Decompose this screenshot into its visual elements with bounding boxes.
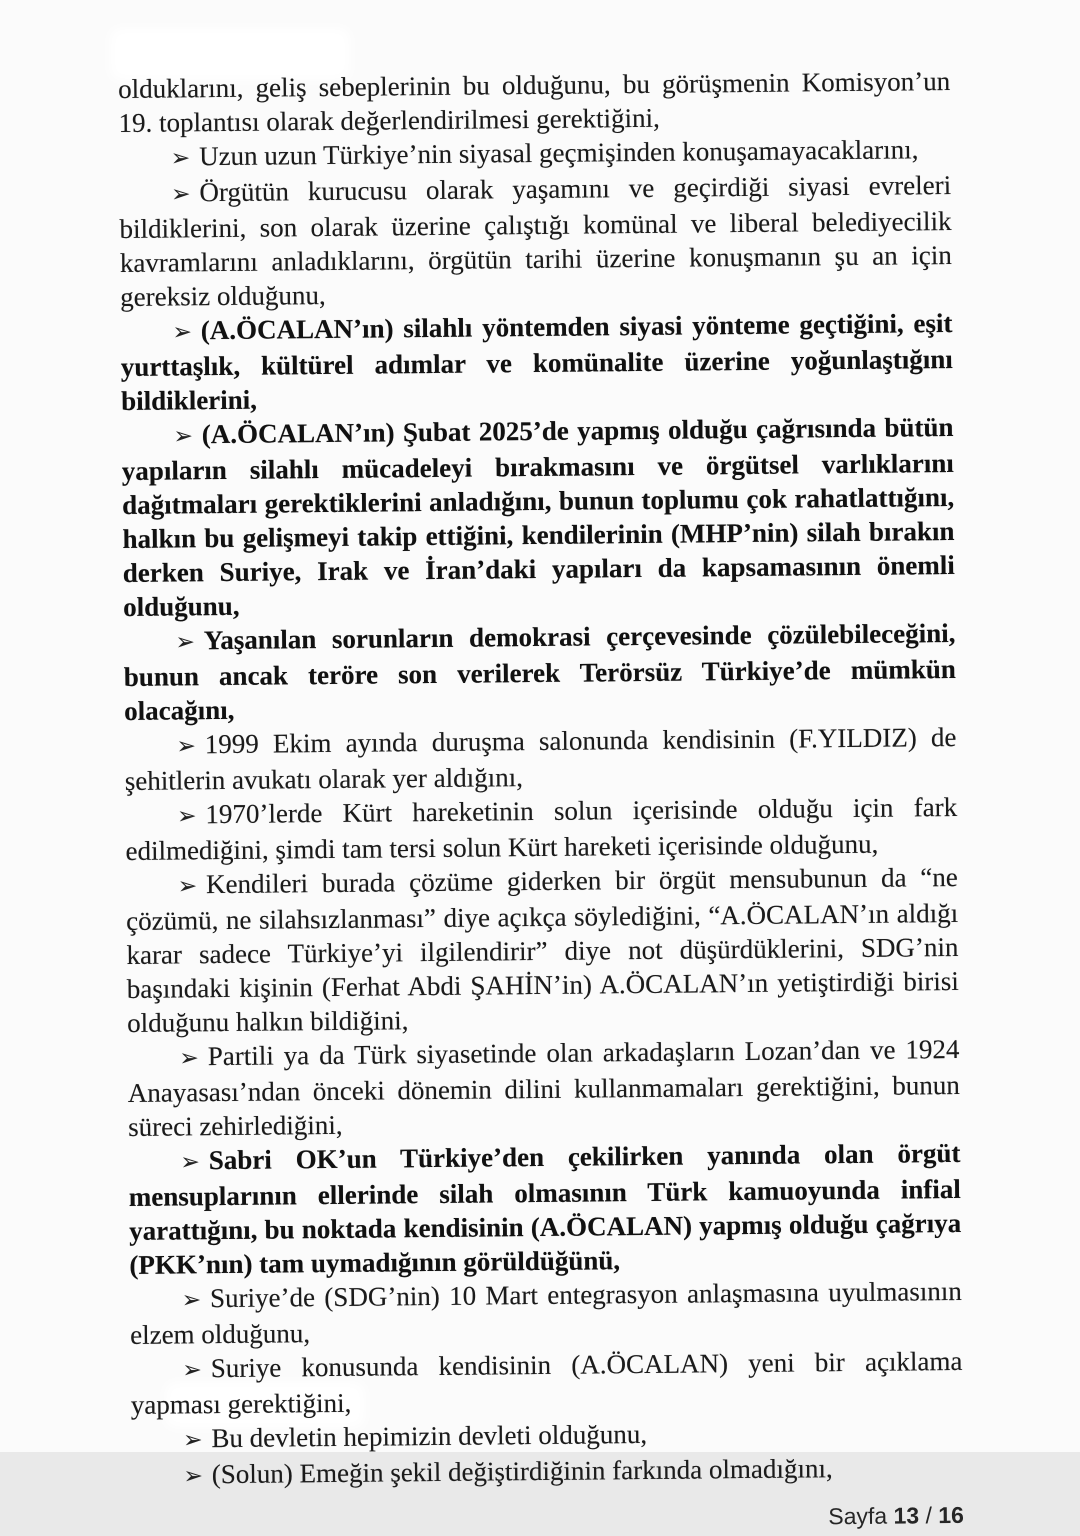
arrow-bullet-icon: ➢	[179, 1045, 199, 1072]
bullet-paragraph	[123, 616, 956, 728]
arrow-bullet-icon: ➢	[181, 1287, 202, 1314]
bullet-paragraph	[120, 306, 953, 418]
arrow-bullet-icon: ➢	[183, 1427, 203, 1454]
bullet-text: 1970’lerde Kürt hareketinin solun içerisinde olduğu için fark edilmediğini, şimdi tam tersi solun Kürt hareketi içerisinde olduğunu,	[125, 791, 958, 866]
arrow-bullet-icon: ➢	[171, 181, 191, 208]
arrow-bullet-icon: ➢	[182, 1357, 202, 1384]
bullet-paragraph	[125, 790, 958, 868]
bullet-text: Uzun uzun Türkiye’nin siyasal geçmişinden konuşamayacaklarını,	[198, 134, 919, 172]
bullet-text: Partili ya da Türk siyasetinde olan arkadaşların Lozan’dan ve 1924 Anayasası’ndan önceki dönemin dilini kullanmamaları gerektiğini, bunun süreci zehirlediğini,	[127, 1033, 960, 1142]
bullet-text: (A.ÖCALAN’ın) Şubat 2025’de yapmış olduğu çağrısında bütün yapıların silahlı mücadeleyi bırakmasını ve örgütsel varlıklarını dağıtmaları gerektiklerini anladığını, bunun toplumu çok rahatlattığını, halkın bu gelişmeyi takip ettiğini, kendilerinin (MHP’nin) silah bırakın derken Suriye, Irak ve İran’daki yapıları da kapsamasının önemli olduğunu,	[121, 411, 955, 622]
arrow-bullet-icon: ➢	[177, 803, 197, 830]
arrow-bullet-icon: ➢	[172, 319, 192, 346]
bullet-paragraph	[128, 1136, 961, 1282]
arrow-bullet-icon: ➢	[173, 423, 193, 450]
footer-separator: /	[925, 1502, 933, 1529]
page-content	[118, 64, 964, 1536]
bullet-paragraph	[131, 1450, 963, 1494]
bullet-list	[119, 132, 964, 1494]
bullet-text: 1999 Ekim ayında duruşma salonunda kendisinin (F.YILDIZ) de şehitlerin avukatı olarak yer aldığını,	[124, 721, 957, 796]
bullet-text: Suriye’de (SDG’nin) 10 Mart entegrasyon anlaşmasına uyulmasının elzem olduğunu,	[129, 1275, 962, 1350]
bullet-paragraph	[130, 1274, 963, 1352]
bullet-paragraph	[126, 860, 960, 1040]
footer-page-number: 13	[893, 1502, 920, 1529]
footer-total-pages: 16	[938, 1501, 965, 1529]
bullet-text: Suriye konusunda kendisinin (A.ÖCALAN) yeni bir açıklama yapması gerektiğini,	[130, 1345, 963, 1420]
page-footer	[132, 1502, 964, 1536]
arrow-bullet-icon: ➢	[177, 873, 198, 900]
bullet-paragraph	[121, 410, 955, 624]
bullet-text: (Solun) Emeğin şekil değiştirdiğinin farkında olmadığını,	[211, 1453, 833, 1490]
bullet-text: Bu devletin hepimizin devleti olduğunu,	[211, 1418, 648, 1454]
bullet-paragraph	[130, 1344, 963, 1422]
bullet-text: Kendileri burada çözüme giderken bir örgüt mensubunun da “ne çözümü, ne silahsızlanması” diye açıkça söylediğini, “A.ÖCALAN’ın aldığı karar sadece Türkiye’yi ilgilendirir” diye not düşürdüklerini, SDG’nin başındaki kişinin (Ferhat Abdi ŞAHİN’in) A.ÖCALAN’ın yetiştirdiği birisi olduğunu halkın bildiğini,	[126, 861, 959, 1038]
bullet-text: Sabri OK’un Türkiye’den çekilirken yanında olan örgüt mensuplarının ellerinde silah olmasının Türk kamuoyunda infial yarattığını, bu noktada kendisinin (A.ÖCALAN) yapmış olduğu çağrıya (PKK’nın) tam uymadığının görüldüğünü,	[128, 1137, 962, 1280]
arrow-bullet-icon: ➢	[180, 1149, 200, 1176]
bullet-text: (A.ÖCALAN’ın) silahlı yöntemden siyasi yönteme geçtiğini, eşit yurttaşlık, kültürel adımlar ve komünalite üzerine yoğunlaştığını bildiklerini,	[120, 307, 953, 416]
bullet-paragraph	[119, 168, 952, 314]
arrow-bullet-icon: ➢	[176, 733, 196, 760]
paragraph-continuation: olduklarını, geliş sebeplerinin bu olduğunu, bu görüşmenin Komisyon’un 19. toplantısı olarak değerlendirilmesi gerektiğini,	[118, 66, 951, 138]
arrow-bullet-icon: ➢	[175, 629, 195, 656]
bullet-paragraph	[124, 720, 957, 798]
arrow-bullet-icon: ➢	[170, 145, 191, 172]
bullet-text: Örgütün kurucusu olarak yaşamını ve geçirdiği siyasi evreleri bildiklerini, son olarak üzerine çalıştığı komünal ve liberal belediyecilik kavramlarını anladıklarını, örgütün tarihi üzerine konuşmanın şu an için gereksiz olduğunu,	[119, 170, 952, 312]
bullet-paragraph	[127, 1032, 960, 1144]
bullet-text: Yaşanılan sorunların demokrasi çerçevesinde çözülebileceğini, bunun ancak teröre son verilerek Terörsüz Türkiye’de mümkün olacağını,	[123, 617, 956, 726]
footer-label: Sayfa	[828, 1502, 888, 1530]
arrow-bullet-icon: ➢	[183, 1463, 203, 1490]
